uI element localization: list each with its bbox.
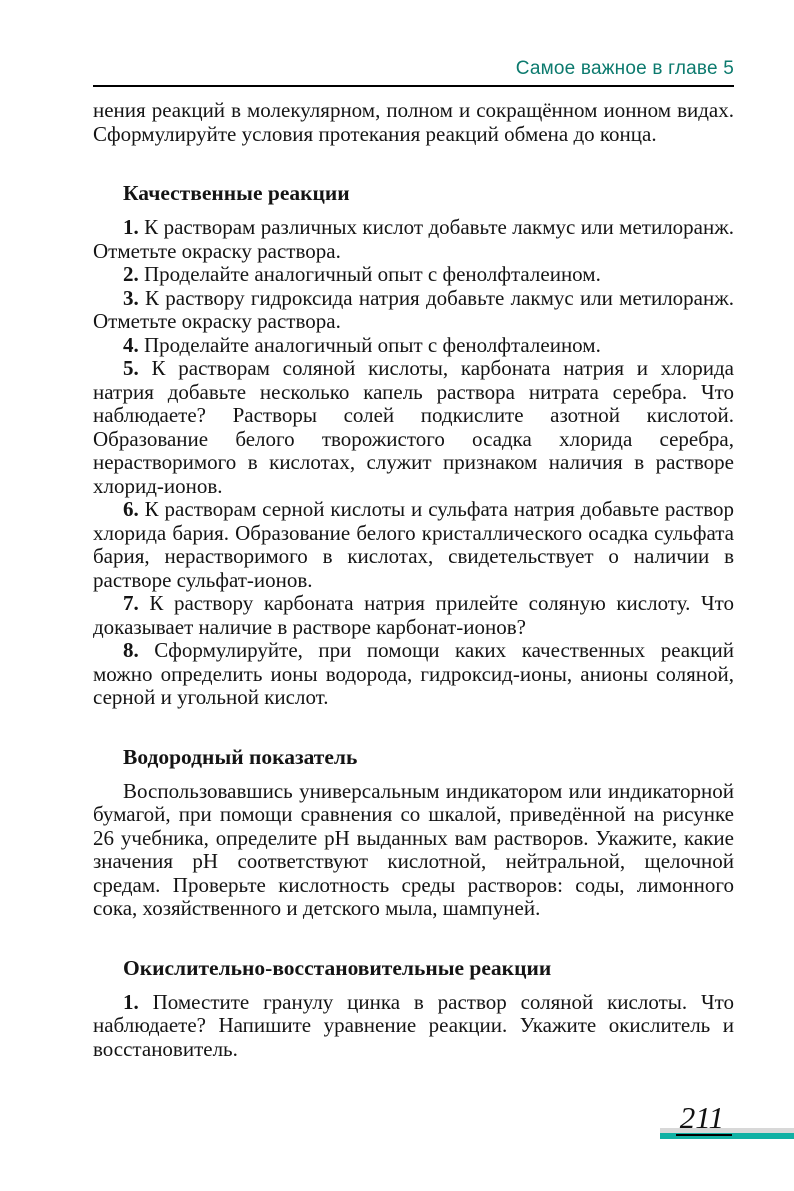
item-text: Сформулируйте, при помощи каких качественных реакций можно определить ионы водорода, гидроксид-ионы, анионы соляной, серной и угольной кислот.: [93, 638, 735, 709]
item-text: К растворам различных кислот добавьте лакмус или метилоранж. Отметьте окраску раствора.: [93, 215, 734, 263]
section-title-redox: Окислительно-восстановительные реакции: [123, 955, 552, 980]
body-text: [93, 99, 734, 1061]
page-number: 211: [676, 1102, 732, 1136]
item-number: 1.: [123, 989, 139, 1014]
item-number: 3.: [123, 285, 139, 310]
header-rule: [93, 85, 734, 87]
item-number: 4.: [123, 332, 139, 357]
item-text: Поместите гранулу цинка в раствор соляной кислоты. Что наблюдаете? Напишите уравнение реакции. Укажите окислитель и восстановитель.: [93, 989, 734, 1061]
item-number: 2.: [123, 262, 139, 286]
list-item: [93, 991, 734, 1062]
section-title-qualitative: Качественные реакции: [123, 181, 350, 205]
running-head: Самое важное в главе 5: [515, 58, 734, 79]
list-item: [93, 357, 734, 498]
intro-paragraph: нения реакций в молекулярном, полном и сокращённом ионном видах. Сформулируйте условия протекания реакций обмена до конца.: [93, 98, 734, 146]
item-number: 7.: [123, 591, 139, 615]
section-title-ph: Водородный показатель: [123, 744, 358, 769]
item-number: 6.: [123, 497, 139, 521]
list-item: [93, 639, 734, 710]
list-item: [93, 334, 734, 358]
item-text: Проделайте аналогичный опыт с фенолфталеином.: [144, 262, 601, 286]
item-number: 8.: [123, 638, 139, 662]
list-item: [93, 592, 734, 639]
item-text: К раствору карбоната натрия прилейте соляную кислоту. Что доказывает наличие в растворе карбонат-ионов?: [93, 591, 734, 639]
item-text: К растворам соляной кислоты, карбоната натрия и хлорида натрия добавьте несколько капель раствора нитрата серебра. Что наблюдаете? Растворы солей подкислите азотной кислотой. Образование белого творожистого осадка хлорида серебра, нерастворимого в кислотах, служит признаком наличия в растворе хлорид-ионов.: [93, 356, 735, 498]
list-item: [93, 498, 734, 592]
item-number: 5.: [123, 356, 139, 380]
text-column: [93, 0, 734, 1061]
ph-paragraph: Воспользовавшись универсальным индикатором или индикаторной бумагой, при помощи сравнения со шкалой, приведённой на рисунке 26 учебника, определите pH выданных вам растворов. Укажите, какие значения pH соответствуют кислотной, нейтральной, щелочной средам. Проверьте кислотность среды растворов: соды, лимонного сока, хозяйственного и детского мыла, шампуней.: [93, 778, 734, 920]
item-text: К растворам серной кислоты и сульфата натрия добавьте раствор хлорида бария. Образование белого кристаллического осадка сульфата бария, нерастворимого в кислотах, свидетельствует о наличии в растворе сульфат-ионов.: [93, 497, 735, 592]
item-number: 1.: [123, 215, 139, 239]
list-item: [93, 287, 734, 334]
item-text: К раствору гидроксида натрия добавьте лакмус или метилоранж. Отметьте окраску раствора.: [93, 285, 734, 333]
list-item: [93, 263, 734, 287]
list-item: [93, 216, 734, 263]
item-text: Проделайте аналогичный опыт с фенолфталеином.: [144, 332, 601, 357]
